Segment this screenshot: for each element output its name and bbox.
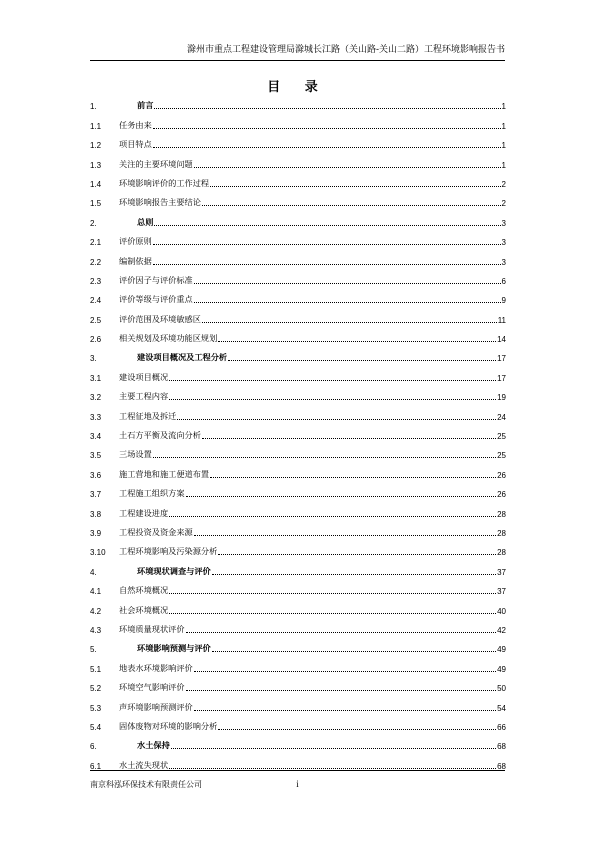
toc-entry-number: 1.4 (90, 179, 102, 189)
toc-entry-label: 建设项目概况及工程分析 (137, 352, 228, 363)
toc-entry-number: 5. (90, 645, 97, 655)
toc-section-entry[interactable] (90, 441, 506, 460)
toc-chapter-entry[interactable] (90, 732, 506, 751)
toc-entry-page: 68 (497, 742, 506, 752)
toc-entry-number: 2.1 (90, 238, 102, 248)
toc-leader-dots (169, 592, 496, 594)
toc-entry-page: 24 (497, 412, 506, 422)
toc-entry-page: 54 (497, 703, 506, 713)
toc-leader-dots (153, 127, 501, 129)
toc-entry-page: 2 (501, 199, 506, 209)
toc-leader-dots (186, 631, 497, 633)
toc-entry-label: 社会环境概况 (119, 604, 169, 615)
toc-leader-dots (186, 689, 497, 691)
toc-section-entry[interactable] (90, 519, 506, 538)
toc-entry-page: 11 (497, 315, 506, 325)
toc-entry-label: 关注的主要环境问题 (119, 158, 193, 169)
toc-entry-page: 68 (497, 761, 506, 771)
toc-entry-number: 3.10 (90, 548, 106, 558)
toc-entry-page: 1 (501, 102, 506, 112)
toc-section-entry[interactable] (90, 751, 506, 770)
toc-entry-label: 三场设置 (119, 449, 152, 460)
toc-entry-number: 3.9 (90, 528, 102, 538)
toc-section-entry[interactable] (90, 654, 506, 673)
toc-entry-label: 工程投资及资金来源 (119, 526, 193, 537)
toc-entry-page: 49 (497, 645, 506, 655)
toc-leader-dots (154, 107, 500, 109)
toc-entry-label: 水土保持 (137, 740, 170, 751)
toc-section-entry[interactable] (90, 402, 506, 421)
toc-leader-dots (212, 650, 496, 652)
toc-chapter-entry[interactable] (90, 208, 506, 227)
toc-section-entry[interactable] (90, 499, 506, 518)
toc-entry-label: 工程征地及拆迁 (119, 410, 177, 421)
toc-entry-label: 土石方平衡及流向分析 (119, 430, 201, 441)
toc-entry-label: 环境影响报告主要结论 (119, 197, 201, 208)
toc-entry-number: 6.1 (90, 761, 102, 771)
toc-leader-dots (154, 224, 500, 226)
toc-section-entry[interactable] (90, 422, 506, 441)
toc-section-entry[interactable] (90, 363, 506, 382)
footer-company: 南京科泓环保技术有限责任公司 (90, 780, 202, 789)
toc-entry-label: 主要工程内容 (119, 391, 169, 402)
toc-leader-dots (177, 418, 496, 420)
toc-entry-page: 3 (501, 257, 506, 267)
toc-section-entry[interactable] (90, 111, 506, 130)
toc-leader-dots (171, 747, 496, 749)
toc-title: 目 录 (267, 80, 328, 95)
toc-entry-page: 66 (497, 722, 506, 732)
toc-entry-label: 总则 (137, 216, 154, 227)
toc-section-entry[interactable] (90, 267, 506, 286)
toc-entry-page: 19 (497, 393, 506, 403)
toc-entry-number: 2.5 (90, 315, 102, 325)
toc-entry-number: 2.4 (90, 296, 102, 306)
toc-leader-dots (210, 476, 496, 478)
toc-entry-page: 25 (497, 451, 506, 461)
toc-leader-dots (194, 534, 496, 536)
toc-entry-label: 前言 (137, 100, 154, 111)
toc-leader-dots (202, 204, 501, 206)
toc-entry-page: 17 (497, 373, 506, 383)
toc-entry-number: 1.2 (90, 141, 102, 151)
toc-entry-page: 49 (497, 664, 506, 674)
toc-section-entry[interactable] (90, 189, 506, 208)
toc-leader-dots (218, 728, 496, 730)
toc-entry-number: 2.2 (90, 257, 102, 267)
toc-section-entry[interactable] (90, 305, 506, 324)
toc-entry-number: 3.8 (90, 509, 102, 519)
toc-leader-dots (210, 185, 500, 187)
toc-entry-page: 9 (501, 296, 506, 306)
toc-entry-label: 水土流失现状 (119, 759, 169, 770)
toc-entry-label: 施工营地和施工便道布置 (119, 468, 210, 479)
toc-entry-number: 3.3 (90, 412, 102, 422)
toc-leader-dots (202, 321, 497, 323)
toc-leader-dots (153, 243, 501, 245)
toc-entry-label: 工程施工组织方案 (119, 488, 185, 499)
toc-entry-label: 评价等级与评价重点 (119, 294, 193, 305)
toc-entry-label: 工程环境影响及污染源分析 (119, 546, 218, 557)
toc-entry-number: 2. (90, 218, 97, 228)
toc-leader-dots (202, 437, 496, 439)
toc-entry-label: 评价原则 (119, 236, 152, 247)
toc-entry-label: 编制依据 (119, 255, 152, 266)
toc-entry-page: 25 (497, 432, 506, 442)
toc-leader-dots (218, 340, 496, 342)
toc-entry-page: 1 (501, 160, 506, 170)
toc-entry-number: 1.3 (90, 160, 102, 170)
toc-leader-dots (169, 612, 496, 614)
toc-entry-page: 1 (501, 141, 506, 151)
toc-entry-label: 固体废物对环境的影响分析 (119, 720, 218, 731)
toc-leader-dots (194, 166, 501, 168)
toc-entry-number: 5.4 (90, 722, 102, 732)
toc-entry-label: 地表水环境影响评价 (119, 662, 193, 673)
toc-entry-number: 4.1 (90, 587, 102, 597)
toc-section-entry[interactable] (90, 170, 506, 189)
toc-section-entry[interactable] (90, 228, 506, 247)
page-footer (90, 770, 505, 790)
toc-leader-dots (169, 515, 496, 517)
toc-leader-dots (153, 456, 496, 458)
toc-entry-label: 建设项目概况 (119, 371, 169, 382)
toc-entry-number: 2.3 (90, 276, 102, 286)
toc-section-entry[interactable] (90, 616, 506, 635)
toc-entry-number: 5.3 (90, 703, 102, 713)
toc-entry-number: 2.6 (90, 335, 102, 345)
toc-entry-number: 1.5 (90, 199, 102, 209)
toc-entry-label: 评价范围及环境敏感区 (119, 313, 201, 324)
footer-page-number: i (296, 779, 299, 789)
toc-section-entry[interactable] (90, 325, 506, 344)
toc-section-entry[interactable] (90, 286, 506, 305)
toc-entry-label: 环境影响预测与评价 (137, 643, 211, 654)
toc-entry-page: 26 (497, 470, 506, 480)
toc-section-entry[interactable] (90, 150, 506, 169)
toc-entry-page: 42 (497, 625, 506, 635)
toc-section-entry[interactable] (90, 693, 506, 712)
toc-entry-label: 环境现状调查与评价 (137, 565, 211, 576)
toc-entry-page: 37 (497, 567, 506, 577)
toc-entry-number: 3.1 (90, 373, 102, 383)
toc-leader-dots (194, 301, 501, 303)
toc-entry-label: 评价因子与评价标准 (119, 274, 193, 285)
toc-entry-page: 14 (497, 335, 506, 345)
toc-leader-dots (153, 263, 501, 265)
toc-entry-number: 4.3 (90, 625, 102, 635)
toc-entry-page: 2 (501, 179, 506, 189)
toc-section-entry[interactable] (90, 674, 506, 693)
toc-chapter-entry[interactable] (90, 557, 506, 576)
toc-entry-page: 17 (497, 354, 506, 364)
toc-entry-number: 6. (90, 742, 97, 752)
toc-leader-dots (212, 573, 496, 575)
toc-leader-dots (194, 282, 501, 284)
toc-entry-label: 相关规划及环境功能区规划 (119, 333, 218, 344)
toc-leader-dots (169, 398, 496, 400)
table-of-contents (90, 92, 506, 771)
toc-entry-page: 37 (497, 587, 506, 597)
toc-leader-dots (194, 709, 496, 711)
toc-entry-label: 项目特点 (119, 139, 152, 150)
toc-entry-number: 3.2 (90, 393, 102, 403)
toc-entry-page: 28 (497, 528, 506, 538)
toc-entry-page: 3 (501, 238, 506, 248)
toc-entry-page: 3 (501, 218, 506, 228)
toc-entry-number: 5.1 (90, 664, 102, 674)
toc-entry-label: 自然环境概况 (119, 585, 169, 596)
toc-entry-page: 1 (501, 121, 506, 131)
toc-entry-label: 环境影响评价的工作过程 (119, 177, 210, 188)
toc-section-entry[interactable] (90, 247, 506, 266)
toc-leader-dots (228, 359, 496, 361)
toc-section-entry[interactable] (90, 713, 506, 732)
page-header: 滁州市重点工程建设管理局滁城长江路（关山路-关山二路）工程环境影响报告书 (90, 42, 505, 61)
toc-leader-dots (153, 146, 501, 148)
toc-section-entry[interactable] (90, 596, 506, 615)
toc-entry-label: 任务由来 (119, 119, 152, 130)
toc-entry-number: 3.7 (90, 490, 102, 500)
toc-leader-dots (186, 495, 497, 497)
toc-entry-label: 工程建设进度 (119, 507, 169, 518)
toc-entry-number: 3.5 (90, 451, 102, 461)
toc-section-entry[interactable] (90, 538, 506, 557)
toc-entry-number: 5.2 (90, 684, 102, 694)
toc-entry-label: 声环境影响预测评价 (119, 701, 193, 712)
toc-entry-number: 4. (90, 567, 97, 577)
toc-entry-number: 1. (90, 102, 97, 112)
toc-entry-number: 1.1 (90, 121, 102, 131)
toc-entry-page: 6 (501, 276, 506, 286)
toc-chapter-entry[interactable] (90, 344, 506, 363)
toc-entry-number: 3. (90, 354, 97, 364)
toc-entry-page: 40 (497, 606, 506, 616)
toc-leader-dots (218, 553, 496, 555)
toc-entry-page: 26 (497, 490, 506, 500)
toc-section-entry[interactable] (90, 577, 506, 596)
toc-entry-page: 28 (497, 509, 506, 519)
toc-leader-dots (169, 379, 496, 381)
toc-chapter-entry[interactable] (90, 92, 506, 111)
toc-section-entry[interactable] (90, 480, 506, 499)
toc-section-entry[interactable] (90, 383, 506, 402)
toc-leader-dots (194, 670, 496, 672)
toc-leader-dots (169, 767, 496, 769)
toc-chapter-entry[interactable] (90, 635, 506, 654)
toc-section-entry[interactable] (90, 460, 506, 479)
toc-section-entry[interactable] (90, 131, 506, 150)
toc-entry-label: 环境质量现状评价 (119, 623, 185, 634)
toc-entry-number: 3.6 (90, 470, 102, 480)
toc-entry-label: 环境空气影响评价 (119, 682, 185, 693)
toc-entry-page: 50 (497, 684, 506, 694)
toc-entry-number: 3.4 (90, 432, 102, 442)
toc-entry-page: 28 (497, 548, 506, 558)
toc-entry-number: 4.2 (90, 606, 102, 616)
